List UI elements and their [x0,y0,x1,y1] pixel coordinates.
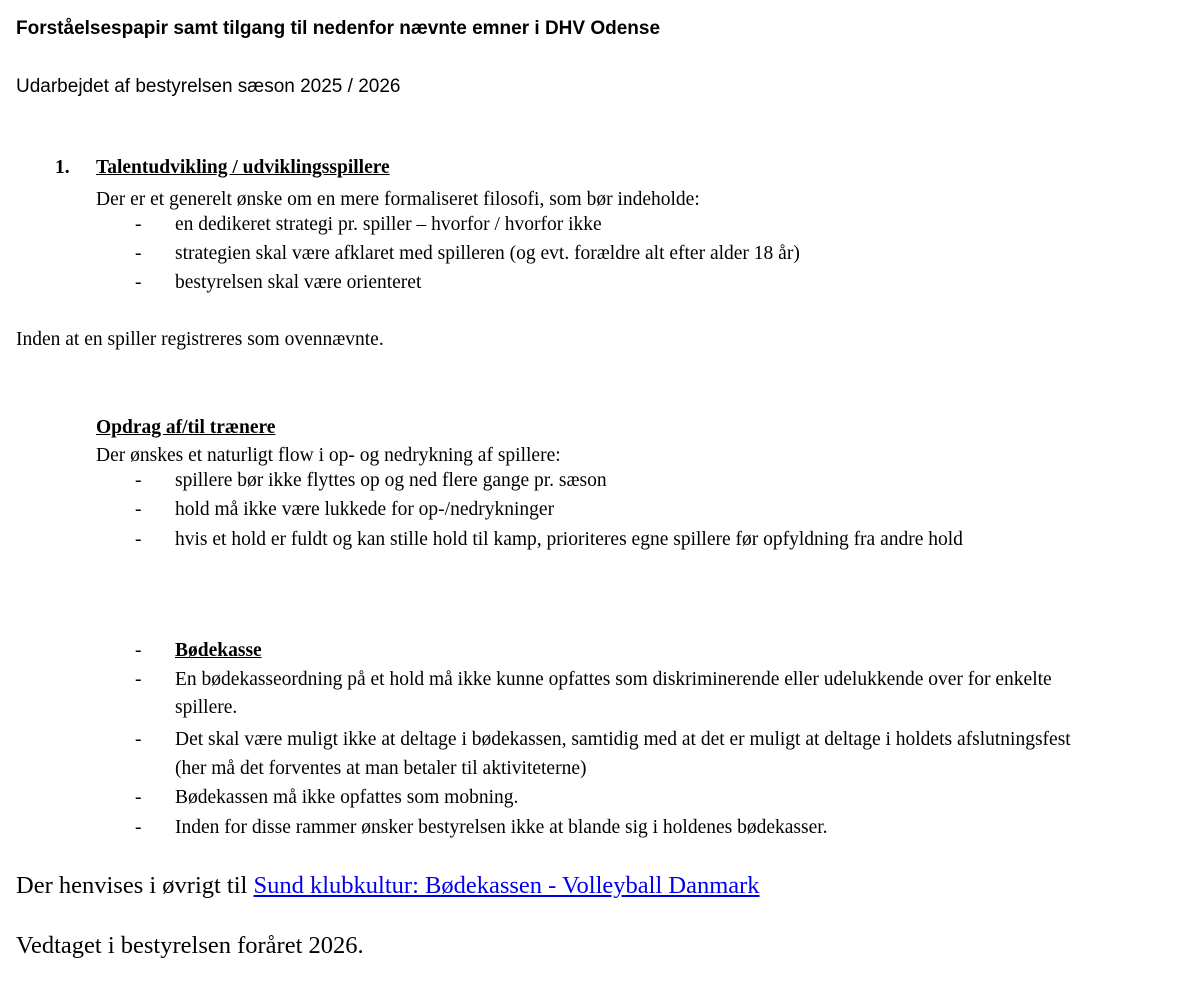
section-heading-talent: Talentudvikling / udviklingsspillere [96,157,390,178]
bullet-dash: - [135,499,142,520]
bullet-dash: - [135,787,142,808]
list-item: strategien skal være afklaret med spilleren (og evt. forældre alt efter alder 18 år) [175,243,800,264]
list-item: spillere bør ikke flyttes op og ned flere gange pr. sæson [175,470,607,491]
list-item: en dedikeret strategi pr. spiller – hvorfor / hvorfor ikke [175,214,602,235]
bullet-dash: - [135,640,142,661]
list-item: Det skal være muligt ikke at deltage i bødekassen, samtidig med at det er muligt at deltage i holdets afslutningsfest [175,729,1071,750]
bullet-dash: - [135,817,142,838]
list-item: Inden for disse rammer ønsker bestyrelsen ikke at blande sig i holdenes bødekasser. [175,817,828,838]
section-intro: Der ønskes et naturligt flow i op- og nedrykning af spillere: [96,445,561,466]
section-intro: Der er et generelt ønske om en mere formaliseret filosofi, som bør indeholde: [96,189,700,210]
bullet-dash: - [135,214,142,235]
bullet-dash: - [135,529,142,550]
list-item: Bødekassen må ikke opfattes som mobning. [175,787,519,808]
bullet-dash: - [135,243,142,264]
bullet-dash: - [135,669,142,690]
reference-line [16,872,760,900]
reference-prefix: Der henvises i øvrigt til [16,872,254,899]
section-number: 1. [55,157,70,178]
approval-note: Vedtaget i bestyrelsen foråret 2026. [16,932,364,959]
document-title: Forståelsespapir samt tilgang til nedenfor nævnte emner i DHV Odense [16,18,661,39]
list-item: hvis et hold er fuldt og kan stille hold til kamp, prioriteres egne spillere før opfyldning fra andre hold [175,529,963,550]
section-heading-trainers: Opdrag af/til trænere [96,417,276,438]
list-item: bestyrelsen skal være orienteret [175,272,422,293]
bullet-dash: - [135,272,142,293]
reference-link[interactable]: Sund klubkultur: Bødekassen - Volleyball Danmark [253,872,760,899]
list-item-continuation: (her må det forventes at man betaler til aktiviteterne) [175,758,587,779]
section-closing: Inden at en spiller registreres som ovennævnte. [16,329,384,350]
document-subtitle: Udarbejdet af bestyrelsen sæson 2025 / 2026 [16,76,401,97]
list-item: hold må ikke være lukkede for op-/nedrykninger [175,499,555,520]
bullet-dash: - [135,729,142,750]
section-heading-fines: Bødekasse [175,640,262,661]
bullet-dash: - [135,470,142,491]
list-item: En bødekasseordning på et hold må ikke kunne opfattes som diskriminerende eller udelukkende over for enkelte [175,669,1052,690]
list-item-continuation: spillere. [175,697,238,718]
